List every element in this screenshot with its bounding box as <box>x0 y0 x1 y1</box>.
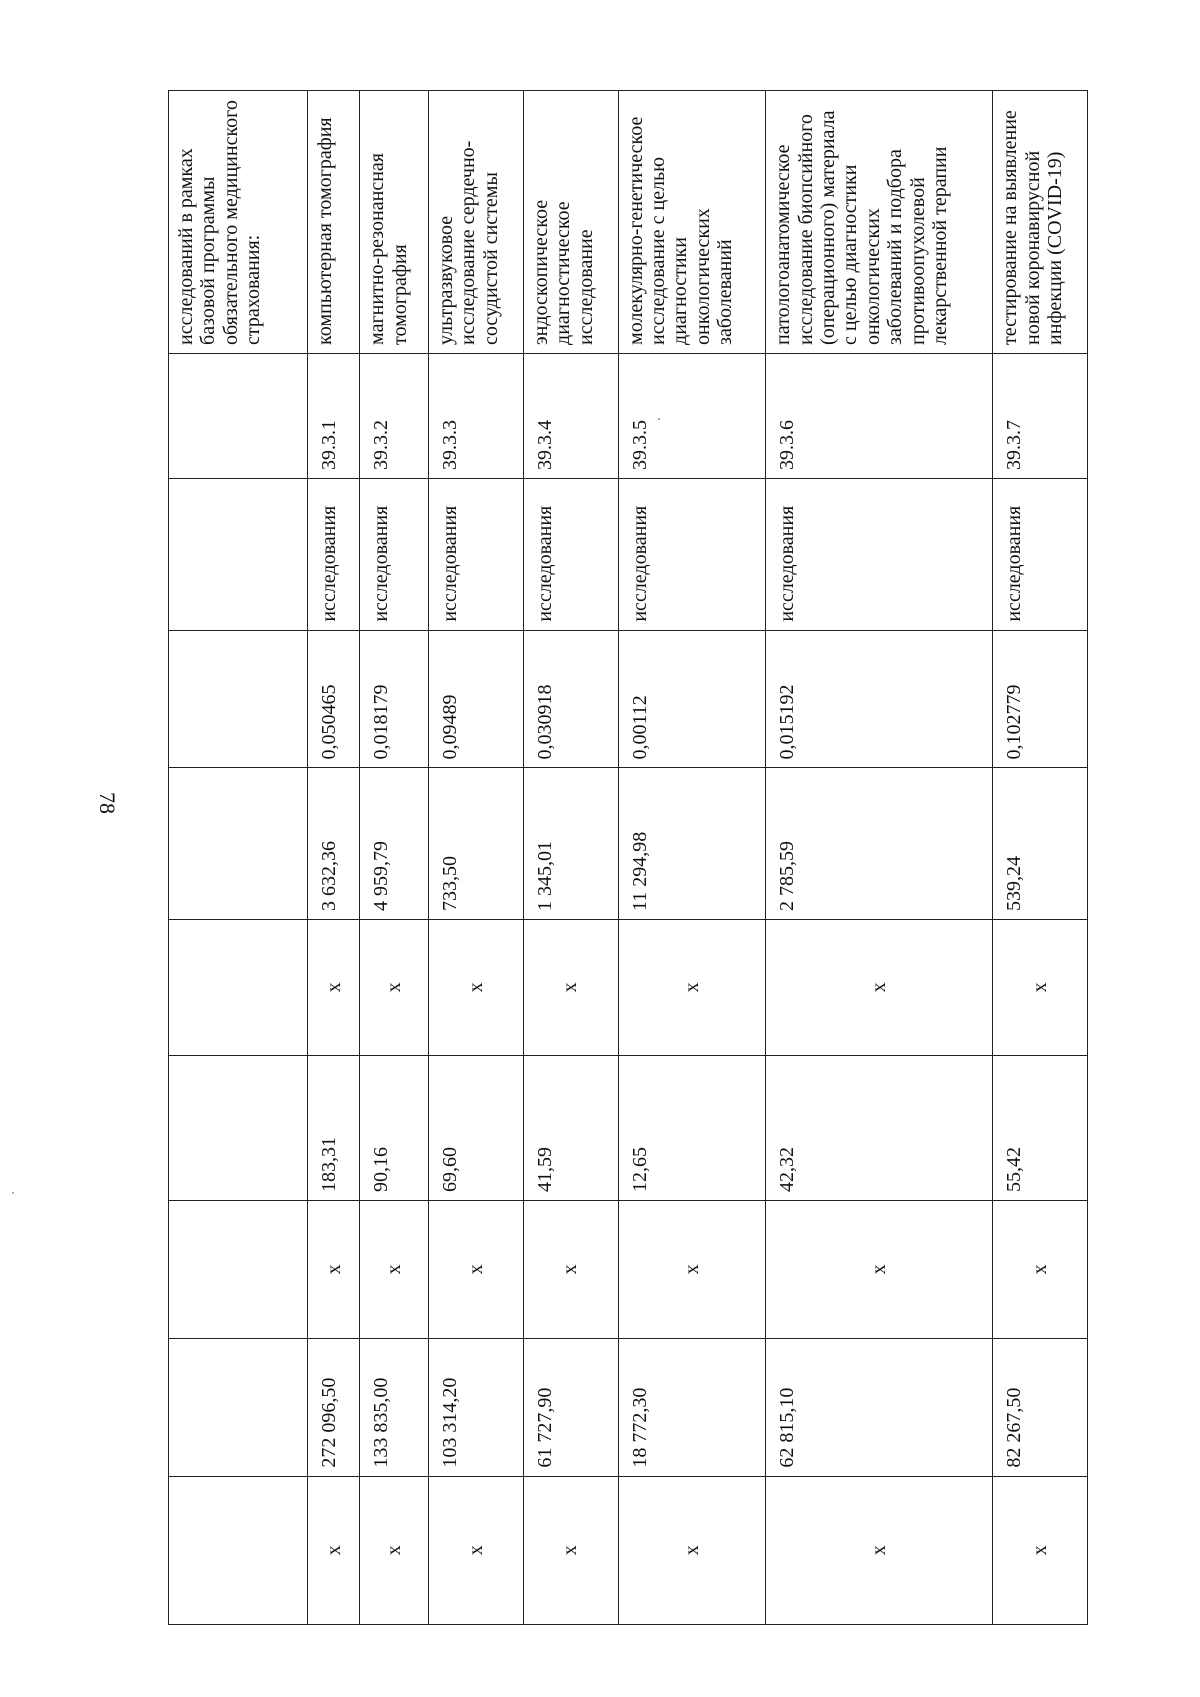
table-row <box>766 91 993 1625</box>
cell-name: тестирование на выявление новой коронавирусной инфекции (COVID-19) <box>993 91 1088 354</box>
cell-cost: 3 632,36 <box>308 768 360 920</box>
cell-code: 39.3.3 <box>429 353 524 478</box>
cell-c8 <box>169 1338 308 1476</box>
cell-code <box>169 353 308 478</box>
cell-code: 39.3.2 <box>360 353 429 478</box>
cell-c9: x <box>993 1476 1088 1624</box>
cell-c6 <box>169 1055 308 1200</box>
cell-c9: x <box>429 1476 524 1624</box>
table-row <box>523 91 618 1625</box>
cell-c8: 61 727,90 <box>523 1338 618 1476</box>
cell-name: исследований в рамках базовой программы обязательного медицинского страхования: <box>169 91 308 354</box>
cell-norm <box>169 630 308 768</box>
cell-c7: x <box>618 1200 766 1338</box>
cell-unit: исследования <box>429 479 524 631</box>
cell-c7: x <box>429 1200 524 1338</box>
cell-cost: 733,50 <box>429 768 524 920</box>
cell-c5: x <box>308 920 360 1056</box>
cell-name: ультразвуковое исследование сердечно-сосудистой системы <box>429 91 524 354</box>
cell-unit: исследования <box>618 479 766 631</box>
cell-cost: 2 785,59 <box>766 768 993 920</box>
cell-code: 39.3.6 <box>766 353 993 478</box>
cell-c9: x <box>618 1476 766 1624</box>
cell-c8: 133 835,00 <box>360 1338 429 1476</box>
cell-c6: 12,65 <box>618 1055 766 1200</box>
cell-norm: 0,09489 <box>429 630 524 768</box>
cell-cost: 11 294,98 <box>618 768 766 920</box>
cell-c5 <box>169 920 308 1056</box>
cell-unit: исследования <box>523 479 618 631</box>
data-table <box>168 90 1088 1625</box>
cell-c9: x <box>766 1476 993 1624</box>
cell-c6: 90,16 <box>360 1055 429 1200</box>
cell-cost: 539,24 <box>993 768 1088 920</box>
cell-name: компьютерная томография <box>308 91 360 354</box>
cell-norm: 0,00112 <box>618 630 766 768</box>
cell-c8: 272 096,50 <box>308 1338 360 1476</box>
table-row <box>993 91 1088 1625</box>
cell-c9: x <box>308 1476 360 1624</box>
cell-unit <box>169 479 308 631</box>
cell-cost: 4 959,79 <box>360 768 429 920</box>
cell-cost: 1 345,01 <box>523 768 618 920</box>
page-number: 78 <box>95 792 120 814</box>
table-wrapper <box>168 90 1088 1625</box>
cell-c5: x <box>523 920 618 1056</box>
cell-c5: x <box>360 920 429 1056</box>
cell-c9: x <box>523 1476 618 1624</box>
table-row <box>360 91 429 1625</box>
cell-c6: 41,59 <box>523 1055 618 1200</box>
cell-c7: x <box>360 1200 429 1338</box>
rotated-table-area <box>168 90 1088 1625</box>
scan-speck <box>12 1192 14 1194</box>
cell-c7: x <box>766 1200 993 1338</box>
cell-unit: исследования <box>993 479 1088 631</box>
table-row <box>308 91 360 1625</box>
cell-unit: исследования <box>308 479 360 631</box>
cell-c6: 69,60 <box>429 1055 524 1200</box>
cell-unit: исследования <box>360 479 429 631</box>
table-row-header <box>169 91 308 1625</box>
cell-norm: 0,015192 <box>766 630 993 768</box>
cell-c6: 183,31 <box>308 1055 360 1200</box>
cell-c7 <box>169 1200 308 1338</box>
cell-c6: 42,32 <box>766 1055 993 1200</box>
cell-name: молекулярно-генетическое исследование с целью диагностики онкологических заболеваний <box>618 91 766 354</box>
cell-c6: 55,42 <box>993 1055 1088 1200</box>
cell-c5: x <box>618 920 766 1056</box>
table-row <box>429 91 524 1625</box>
cell-norm: 0,102779 <box>993 630 1088 768</box>
cell-c5: x <box>429 920 524 1056</box>
cell-cost <box>169 768 308 920</box>
cell-unit: исследования <box>766 479 993 631</box>
cell-code: 39.3.1 <box>308 353 360 478</box>
cell-code: 39.3.5 <box>618 353 766 478</box>
cell-c8: 103 314,20 <box>429 1338 524 1476</box>
cell-c9 <box>169 1476 308 1624</box>
cell-norm: 0,018179 <box>360 630 429 768</box>
cell-code: 39.3.4 <box>523 353 618 478</box>
cell-c8: 18 772,30 <box>618 1338 766 1476</box>
cell-name: магнитно-резонансная томография <box>360 91 429 354</box>
cell-name: патологоанатомическое исследование биопсийного (операционного) материала с целью диагностики онкологических заболеваний и подбора противоопухолевой лекарственной терапии <box>766 91 993 354</box>
cell-c8: 62 815,10 <box>766 1338 993 1476</box>
table-row <box>618 91 766 1625</box>
cell-c7: x <box>993 1200 1088 1338</box>
cell-norm: 0,030918 <box>523 630 618 768</box>
cell-c7: x <box>523 1200 618 1338</box>
cell-norm: 0,050465 <box>308 630 360 768</box>
cell-code: 39.3.7 <box>993 353 1088 478</box>
cell-c8: 82 267,50 <box>993 1338 1088 1476</box>
cell-c9: x <box>360 1476 429 1624</box>
cell-c5: x <box>993 920 1088 1056</box>
cell-name: эндоскопическое диагностическое исследование <box>523 91 618 354</box>
cell-c5: x <box>766 920 993 1056</box>
cell-c7: x <box>308 1200 360 1338</box>
